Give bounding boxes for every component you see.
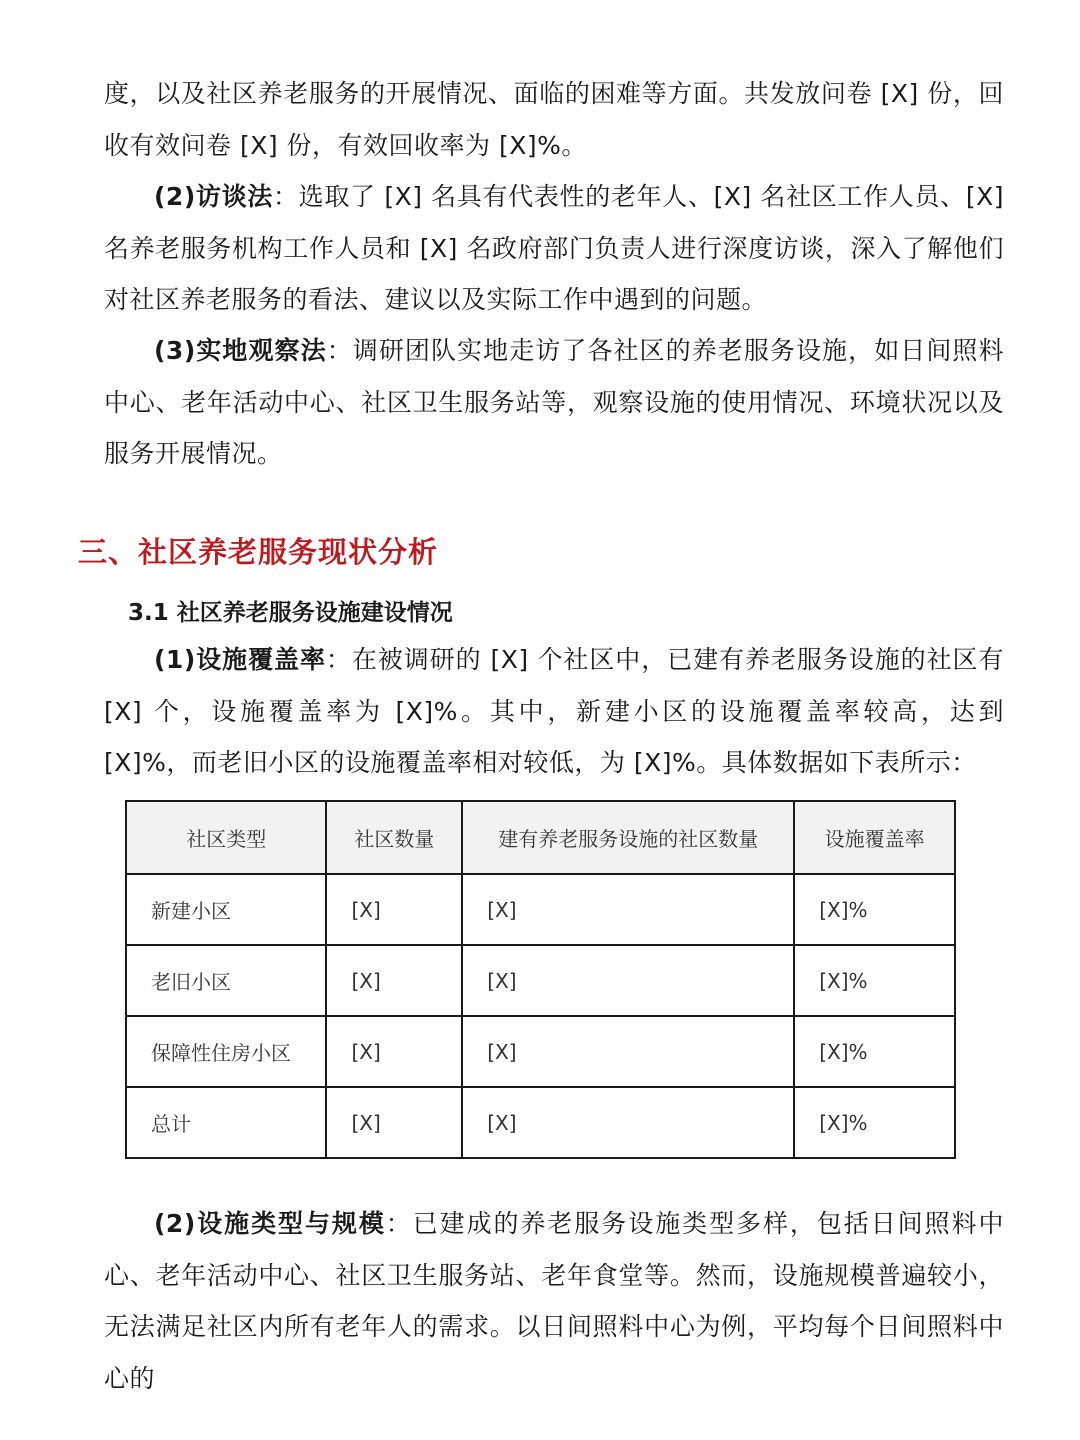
coverage-label: (1)设施覆盖率 (154, 645, 326, 674)
coverage-text: ：在被调研的 [X] 个社区中，已建有养老服务设施的社区有 [X] 个，设施覆盖率为 [X]%。其中，新建小区的设施覆盖率较高，达到 [X]%，而老旧小区的设施覆盖率相对较低，为 [X]%。具体数据如下表所示： (104, 645, 1004, 777)
header-facility-community-count: 建有养老服务设施的社区数量 (462, 801, 794, 874)
paragraph-coverage (104, 634, 1004, 789)
cell-count: [X] (326, 874, 462, 945)
cell-type: 老旧小区 (126, 945, 326, 1016)
subsection-title: 3.1 社区养老服务设施建设情况 (128, 600, 453, 626)
header-community-count: 社区数量 (326, 801, 462, 874)
paragraph-interview (104, 171, 1004, 326)
cell-count: [X] (326, 945, 462, 1016)
header-community-type: 社区类型 (126, 801, 326, 874)
table-row (126, 1087, 955, 1158)
header-coverage-rate: 设施覆盖率 (794, 801, 955, 874)
facility-types-label: (2)设施类型与规模 (154, 1209, 386, 1238)
observation-label: (3)实地观察法 (154, 336, 327, 365)
table-row (126, 1016, 955, 1087)
cell-facility-count: [X] (462, 1087, 794, 1158)
interview-label: (2)访谈法 (154, 182, 273, 211)
cell-rate: [X]% (794, 1016, 955, 1087)
paragraph-observation (104, 325, 1004, 480)
paragraph-facility-types (104, 1198, 1004, 1404)
cell-type: 保障性住房小区 (126, 1016, 326, 1087)
cell-count: [X] (326, 1016, 462, 1087)
cell-rate: [X]% (794, 1087, 955, 1158)
section-title: 三、社区养老服务现状分析 (78, 535, 439, 569)
facility-types-text: ：已建成的养老服务设施类型多样，包括日间照料中心、老年活动中心、社区卫生服务站、老年食堂等。然而，设施规模普遍较小，无法满足社区内所有老年人的需求。以日间照料中心为例，平均每个日间照料中心的 (104, 1209, 1004, 1393)
table-row (126, 945, 955, 1016)
table-row (126, 874, 955, 945)
cell-facility-count: [X] (462, 945, 794, 1016)
interview-text: ：选取了 [X] 名具有代表性的老年人、[X] 名社区工作人员、[X] 名养老服务机构工作人员和 [X] 名政府部门负责人进行深度访谈，深入了解他们对社区养老服务的看法、建议以及实际工作中遇到的问题。 (104, 182, 1004, 314)
cell-facility-count: [X] (462, 1016, 794, 1087)
paragraph-questionnaire: 度，以及社区养老服务的开展情况、面临的困难等方面。共发放问卷 [X] 份，回收有效问卷 [X] 份，有效回收率为 [X]%。 (104, 79, 1004, 160)
observation-text: ：调研团队实地走访了各社区的养老服务设施，如日间照料中心、老年活动中心、社区卫生服务站等，观察设施的使用情况、环境状况以及服务开展情况。 (104, 336, 1004, 468)
table-header-row (126, 801, 955, 874)
coverage-table (125, 800, 956, 1159)
cell-type: 总计 (126, 1087, 326, 1158)
cell-type: 新建小区 (126, 874, 326, 945)
cell-facility-count: [X] (462, 874, 794, 945)
cell-count: [X] (326, 1087, 462, 1158)
cell-rate: [X]% (794, 945, 955, 1016)
cell-rate: [X]% (794, 874, 955, 945)
